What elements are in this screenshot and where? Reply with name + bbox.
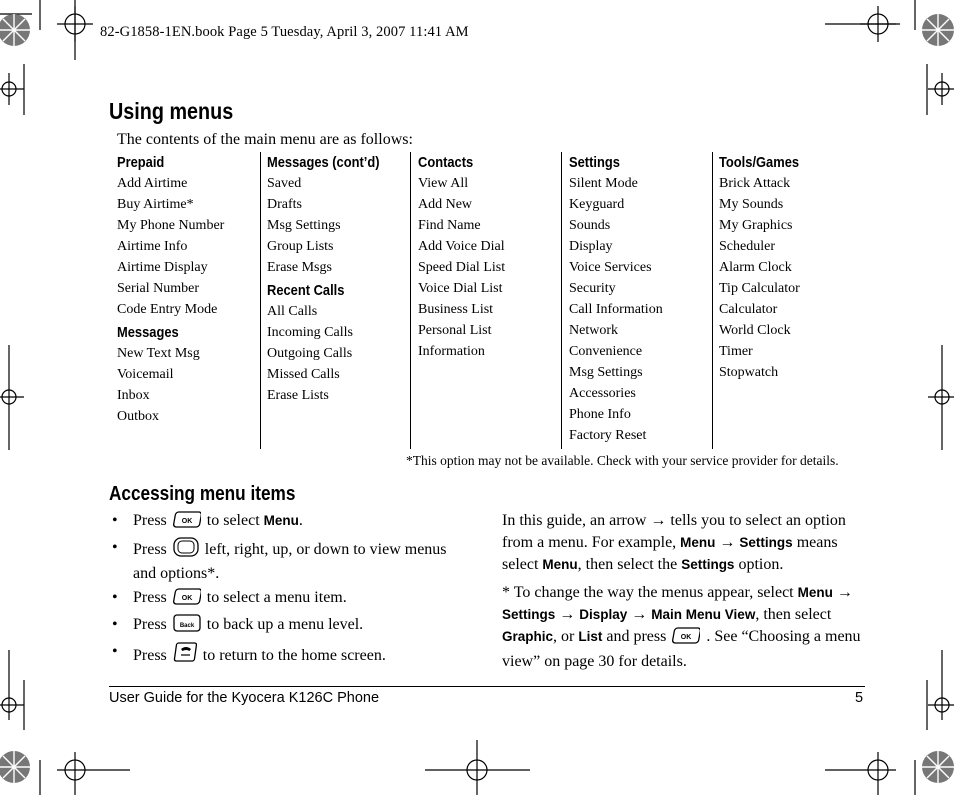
section-heading: Accessing menu items <box>109 483 296 505</box>
paragraph: * To change the way the menus appear, select Menu → Settings → Display → Main Menu View, then select Graphic, or List and press OK . See “Choosing a menu view” on page 30 for details. <box>502 584 861 670</box>
menu-item: World Clock <box>719 323 791 338</box>
menu-column <box>117 152 267 427</box>
menu-item: Outgoing Calls <box>267 346 353 361</box>
explanation-text <box>502 510 867 679</box>
navigation-key-icon <box>173 537 199 563</box>
menu-item: Group Lists <box>267 239 334 254</box>
menu-item: Serial Number <box>117 281 200 296</box>
color-bar-icon <box>0 751 30 783</box>
registration-mark-icon <box>0 345 24 450</box>
footer-rule <box>109 686 865 687</box>
menu-item: Stopwatch <box>719 365 779 380</box>
page-number: 5 <box>855 690 864 706</box>
menu-heading: Prepaid <box>117 154 165 171</box>
registration-mark-icon <box>57 752 130 795</box>
menu-item: Incoming Calls <box>267 325 353 340</box>
menu-item: Scheduler <box>719 239 775 254</box>
menu-item: New Text Msg <box>117 346 200 361</box>
svg-text:OK: OK <box>181 518 193 525</box>
registration-mark-icon <box>928 345 954 450</box>
menu-item: Erase Msgs <box>267 260 332 275</box>
registration-mark-icon <box>825 752 896 795</box>
menu-item: Keyguard <box>569 197 625 212</box>
menu-item: Information <box>418 344 485 359</box>
menu-item: Voicemail <box>117 367 174 382</box>
menu-heading: Settings <box>569 154 620 171</box>
menu-item: Sounds <box>569 218 611 233</box>
color-bar-icon <box>922 14 954 46</box>
menu-heading: Tools/Games <box>719 154 800 171</box>
color-bar-icon <box>922 751 954 783</box>
menu-item: Add Voice Dial <box>418 239 505 254</box>
menu-item: Call Information <box>569 302 663 317</box>
menu-item: View All <box>418 176 469 191</box>
menu-column <box>418 152 568 362</box>
menu-item: Voice Services <box>569 260 652 275</box>
menu-item: Convenience <box>569 344 643 359</box>
menu-item: Calculator <box>719 302 778 317</box>
menu-column <box>719 152 869 383</box>
menu-item: Saved <box>267 176 302 191</box>
svg-text:Back: Back <box>179 623 194 629</box>
list-item: • Press Back to back up a menu level. <box>112 614 462 638</box>
list-item: • Press OK to select Menu. <box>112 510 462 534</box>
menu-column <box>267 152 417 406</box>
menu-item: Speed Dial List <box>418 260 506 275</box>
registration-mark-icon <box>0 73 24 105</box>
footnote: *This option may not be available. Check with your service provider for details. <box>406 453 839 468</box>
menu-item: My Phone Number <box>117 218 225 233</box>
list-item: • Press to return to the home screen. <box>112 641 462 669</box>
svg-text:OK: OK <box>181 595 193 602</box>
menu-item: Erase Lists <box>267 388 329 403</box>
menu-item: Personal List <box>418 323 492 338</box>
registration-mark-icon <box>425 740 530 795</box>
menu-item: Airtime Info <box>117 239 188 254</box>
registration-mark-icon <box>0 650 24 720</box>
list-item: • Press OK to select a menu item. <box>112 587 462 611</box>
menu-item: Add New <box>418 197 473 212</box>
menu-item: Outbox <box>117 409 159 424</box>
menu-item: Drafts <box>267 197 302 212</box>
ok-key-icon <box>173 588 201 611</box>
menu-item: Code Entry Mode <box>117 302 218 317</box>
registration-mark-icon <box>825 6 900 42</box>
print-header: 82-G1858-1EN.book Page 5 Tuesday, April 3, 2007 11:41 AM <box>100 24 469 40</box>
registration-mark-icon <box>928 73 954 105</box>
menu-item: Brick Attack <box>719 176 791 191</box>
menu-item: Display <box>569 239 613 254</box>
menu-item: Security <box>569 281 616 296</box>
menu-column <box>569 152 719 446</box>
menu-heading: Recent Calls <box>267 282 345 299</box>
registration-mark-icon <box>928 650 954 720</box>
menu-item: Add Airtime <box>117 176 188 191</box>
paragraph: In this guide, an arrow → tells you to select an option from a menu. For example, Menu → Settings means select Menu, then select the Settings option. <box>502 512 846 573</box>
ok-key-icon <box>672 627 700 651</box>
intro-text: The contents of the main menu are as follows: <box>117 131 413 148</box>
menu-item: Alarm Clock <box>719 260 792 275</box>
instruction-list <box>112 510 462 672</box>
menu-item: Buy Airtime* <box>117 197 194 212</box>
menu-heading: Messages <box>117 324 179 341</box>
menu-item: Inbox <box>117 388 150 403</box>
menu-item: Network <box>569 323 618 338</box>
menu-item: Silent Mode <box>569 176 638 191</box>
menu-heading: Contacts <box>418 154 474 171</box>
menu-item: Msg Settings <box>569 365 643 380</box>
menu-item: Accessories <box>569 386 636 401</box>
menu-item: My Sounds <box>719 197 784 212</box>
back-key-icon <box>173 614 201 638</box>
registration-mark-icon <box>57 0 93 60</box>
menu-item: All Calls <box>267 304 318 319</box>
page-title: Using menus <box>109 98 234 124</box>
menu-item: Missed Calls <box>267 367 340 382</box>
menu-item: Tip Calculator <box>719 281 800 296</box>
menu-heading: Messages (cont’d) <box>267 154 380 171</box>
ok-key-icon <box>173 511 201 534</box>
menu-item: Airtime Display <box>117 260 208 275</box>
menu-item: Msg Settings <box>267 218 341 233</box>
footer-title: User Guide for the Kyocera K126C Phone <box>109 690 380 706</box>
menu-item: Factory Reset <box>569 428 647 443</box>
menu-item: Voice Dial List <box>418 281 503 296</box>
menu-item: Phone Info <box>569 407 631 422</box>
menu-item: Find Name <box>418 218 481 233</box>
menu-item: Business List <box>418 302 494 317</box>
menu-item: Timer <box>719 344 753 359</box>
menu-item: My Graphics <box>719 218 793 233</box>
list-item: • Press left, right, up, or down to view menus and options*. <box>112 539 447 582</box>
end-key-icon <box>173 641 197 669</box>
color-bar-icon <box>0 14 30 46</box>
svg-text:OK: OK <box>681 634 692 641</box>
